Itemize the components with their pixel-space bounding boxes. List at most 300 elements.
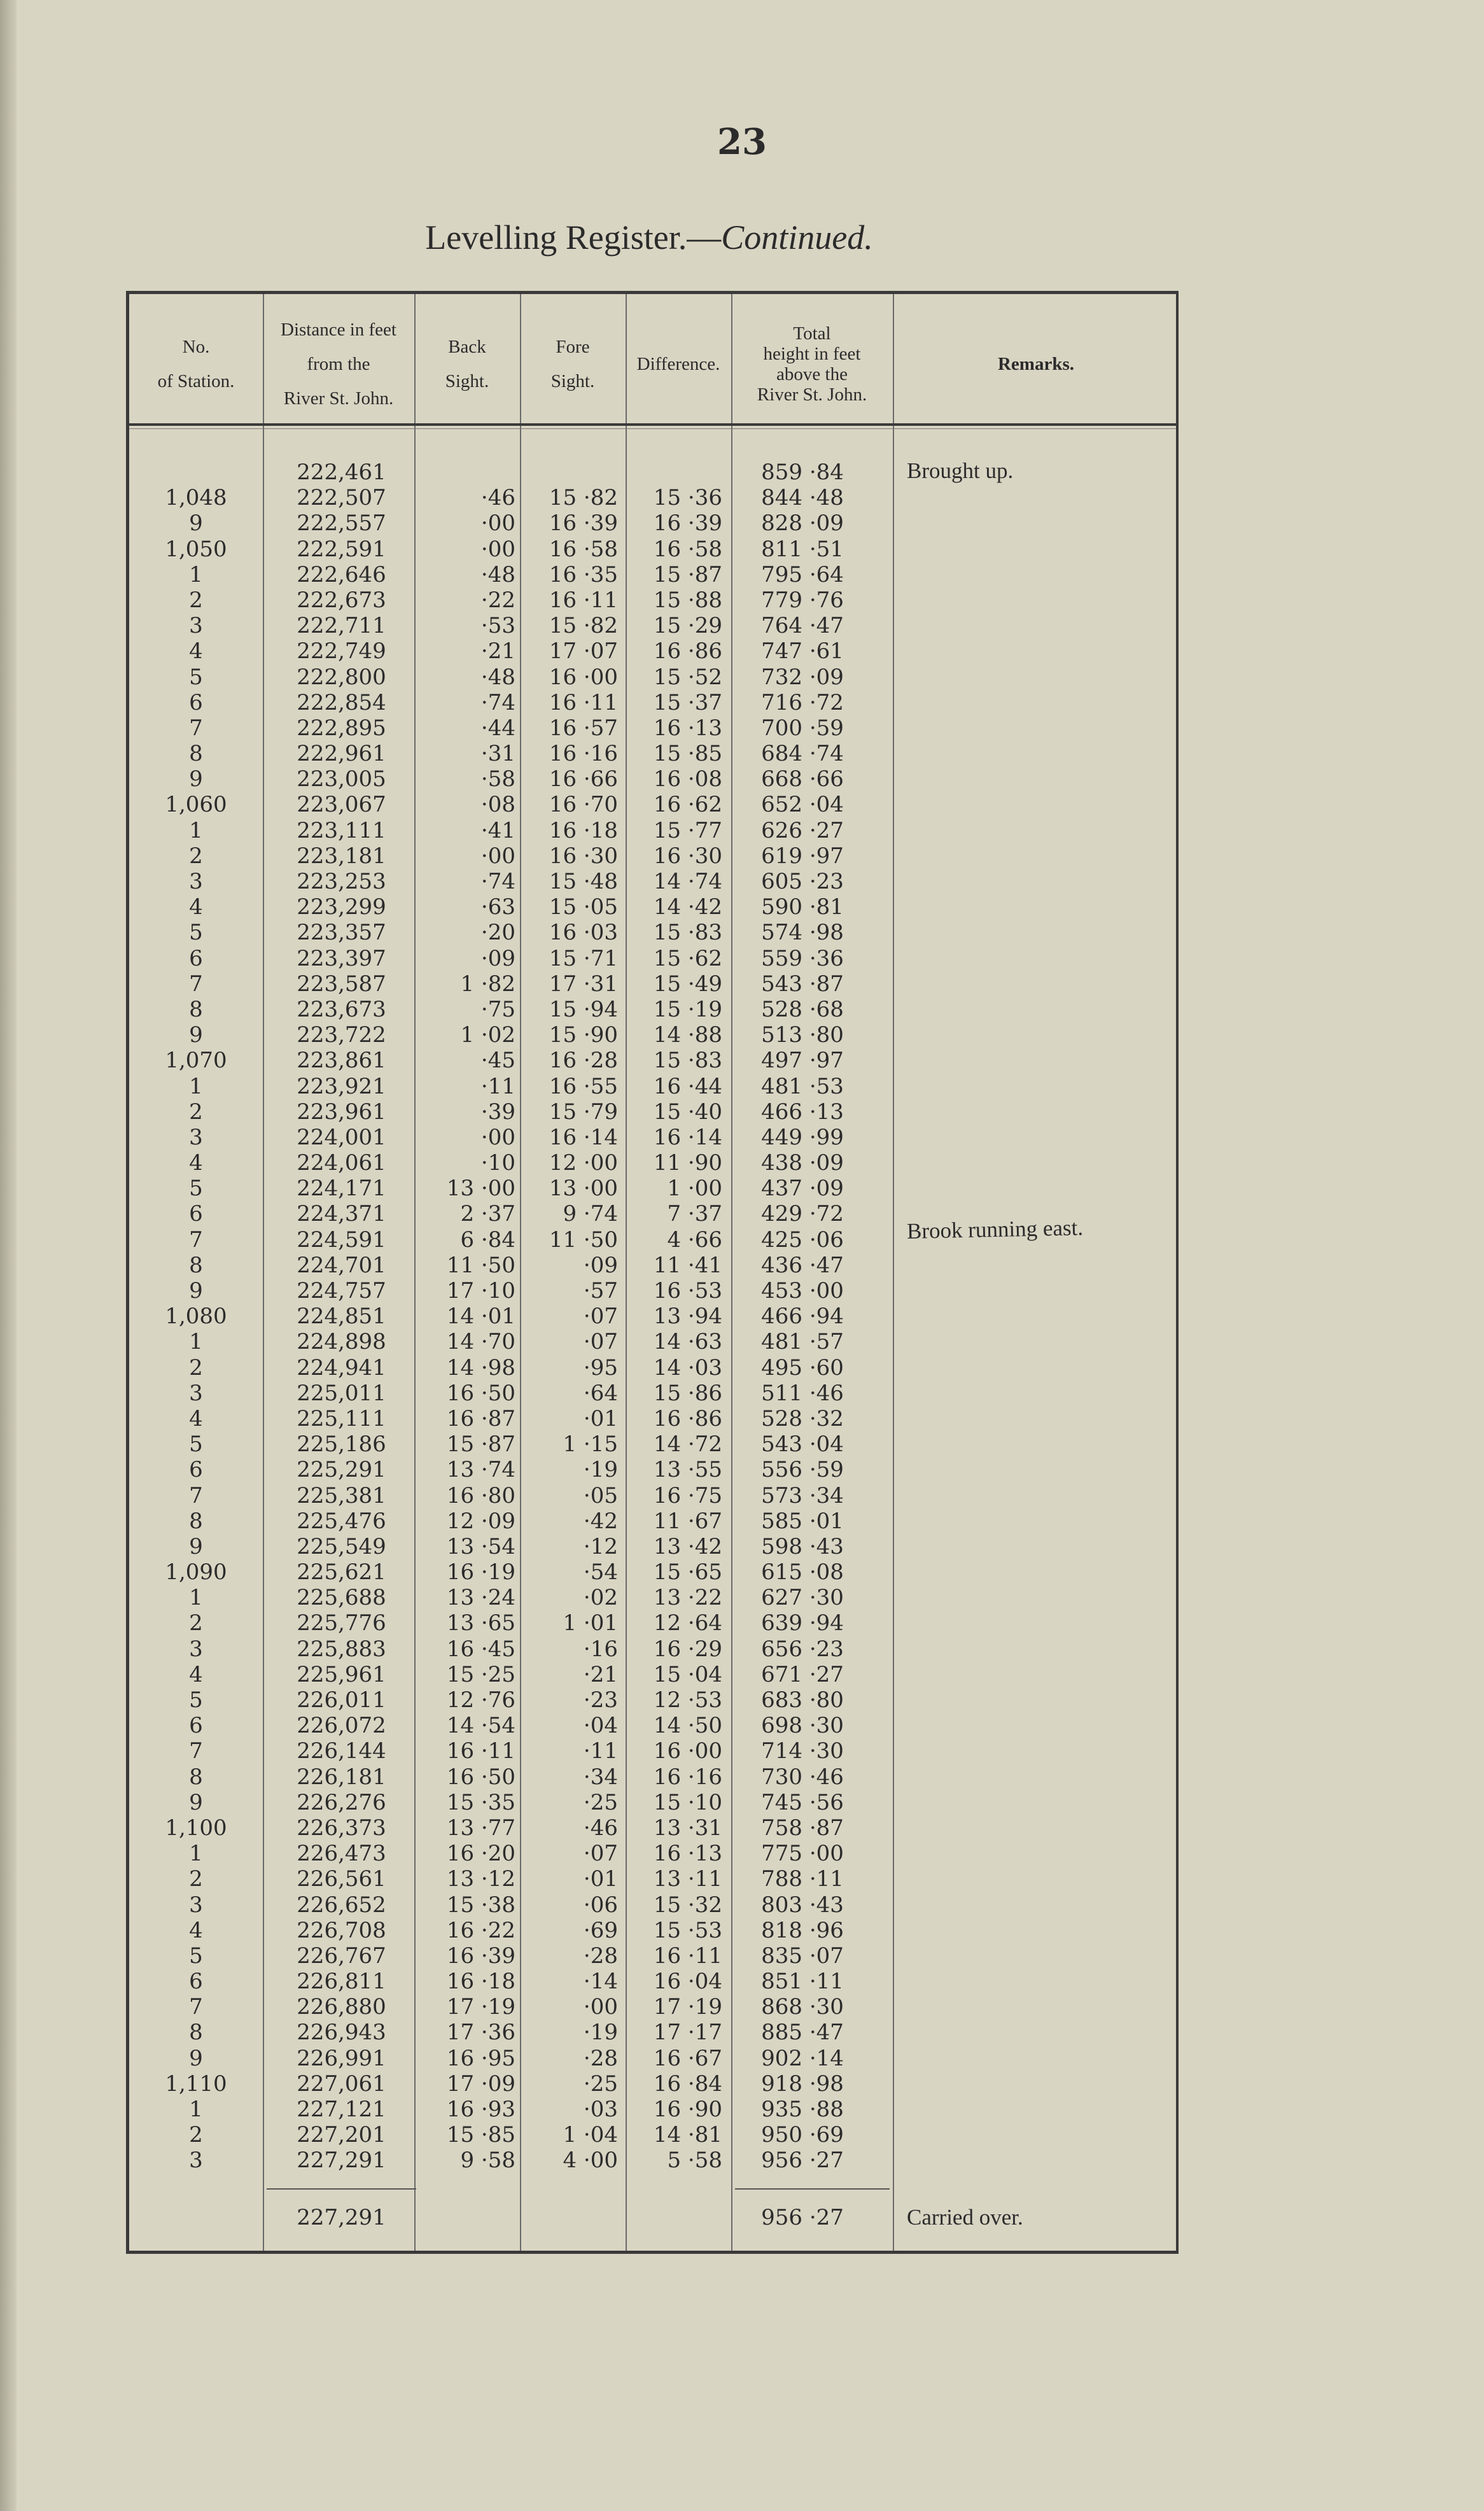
distance-feet: 223,067 [297,792,386,818]
fore-sight: 1 ·15 [563,1431,618,1458]
table-row [129,818,1176,843]
fore-sight: ·23 [583,1687,618,1713]
table-row [129,1278,1176,1304]
header-back-sight: Back Sight. [445,337,489,391]
station-number: 2 [189,843,203,869]
distance-feet: 222,711 [297,613,386,639]
table-row [129,1943,1176,1969]
fore-sight: 16 ·57 [549,715,618,741]
total-height: 438 ·09 [761,1150,844,1176]
header-total-height: Total height in feet above the River St. John. [757,323,867,405]
back-sight: ·46 [480,485,515,511]
distance-feet: 225,549 [297,1533,386,1559]
difference: 14 ·03 [653,1354,722,1381]
total-height: 590 ·81 [761,894,844,920]
total-height: 935 ·88 [761,2097,844,2122]
table-row [129,1636,1176,1662]
difference: 16 ·44 [653,1073,722,1099]
page-number: 23 [717,121,767,163]
fore-sight: 16 ·03 [549,920,618,946]
total-height: 902 ·14 [761,2045,844,2071]
back-sight: 14 ·98 [446,1354,515,1381]
distance-feet: 223,181 [297,843,386,869]
table-row [129,1559,1176,1585]
table-row [129,1918,1176,1943]
table-row [129,1969,1176,1994]
difference: 15 ·87 [653,561,722,587]
fore-sight: 16 ·39 [549,510,618,537]
difference: 15 ·36 [653,485,722,511]
table-row [129,510,1176,536]
total-height: 466 ·94 [761,1304,844,1330]
back-sight: 13 ·24 [446,1585,515,1611]
difference: 15 ·86 [653,1380,722,1406]
distance-feet: 225,111 [297,1405,386,1431]
fore-sight: ·07 [583,1329,618,1355]
station-number: 1,048 [165,485,227,511]
total-height: 436 ·47 [761,1252,844,1278]
table-row [129,1687,1176,1713]
total-height: 700 ·59 [761,715,844,741]
difference: 12 ·64 [653,1610,722,1636]
total-height: 528 ·32 [761,1405,844,1431]
fore-sight: ·57 [583,1278,618,1304]
station-number: 3 [189,1380,203,1406]
table-row [129,1815,1176,1841]
total-height: 714 ·30 [761,1738,844,1764]
difference: 15 ·83 [653,920,722,946]
total-height: 511 ·46 [761,1380,844,1406]
distance-feet: 226,561 [297,1866,386,1892]
difference: 11 ·41 [653,1252,722,1278]
distance-feet: 223,253 [297,869,386,894]
table-row [129,638,1176,664]
distance-feet: 226,880 [297,1994,386,2020]
distance-feet: 224,001 [297,1124,386,1150]
header-rule [129,423,1176,426]
difference: 17 ·19 [653,1994,722,2020]
levelling-register-table [126,291,1179,2254]
distance-feet: 226,652 [297,1892,386,1918]
book-spine-shadow [0,0,17,2511]
back-sight: 15 ·87 [446,1431,515,1458]
fore-sight: ·16 [583,1636,618,1662]
remark-brook: Brook running east. [906,1215,1084,1244]
distance-feet: 223,357 [297,920,386,946]
total-height: 429 ·72 [761,1201,844,1227]
total-rule-distance [267,2188,416,2190]
difference: 15 ·62 [653,945,722,971]
difference: 17 ·17 [653,2020,722,2046]
back-sight: ·74 [480,869,515,894]
total-height: 453 ·00 [761,1278,844,1304]
station-number: 7 [189,1482,203,1509]
difference: 14 ·88 [653,1022,722,1048]
table-row [129,587,1176,613]
distance-feet: 225,621 [297,1559,386,1586]
station-number: 1 [189,2097,203,2122]
difference: 13 ·31 [653,1815,722,1841]
difference: 16 ·29 [653,1636,722,1662]
station-number: 7 [189,971,203,997]
station-number: 2 [189,587,203,613]
distance-feet: 222,854 [297,689,386,715]
total-height: 885 ·47 [761,2020,844,2046]
total-height: 573 ·34 [761,1482,844,1509]
difference: 16 ·67 [653,2045,722,2071]
back-sight: ·09 [480,945,515,971]
table-row [129,1738,1176,1764]
fore-sight: 16 ·30 [549,843,618,869]
table-row [129,869,1176,894]
difference: 15 ·85 [653,741,722,767]
remark-brought-up: Brought up. [907,458,1014,483]
table-row [129,1329,1176,1354]
table-row [129,1304,1176,1329]
total-height: 918 ·98 [761,2071,844,2097]
distance-feet: 224,591 [297,1227,386,1253]
total-height: 716 ·72 [761,689,844,715]
station-number: 6 [189,945,203,971]
station-number: 1 [189,1585,203,1611]
back-sight: ·44 [480,715,515,741]
back-sight: ·75 [480,996,515,1022]
fore-sight: 16 ·11 [549,689,618,715]
fore-sight: ·07 [583,1841,618,1867]
back-sight: 16 ·50 [446,1764,515,1790]
station-number: 3 [189,2148,203,2174]
fore-sight: ·34 [583,1764,618,1790]
total-height: 950 ·69 [761,2122,844,2148]
total-height: 698 ·30 [761,1713,844,1739]
fore-sight: ·64 [583,1380,618,1406]
difference: 15 ·29 [653,613,722,639]
difference: 15 ·65 [653,1559,722,1586]
total-height: 859 ·84 [761,460,844,485]
total-height: 868 ·30 [761,1994,844,2020]
station-number: 5 [189,1687,203,1713]
header-remarks: Remarks. [997,354,1074,374]
table-row [129,2148,1176,2173]
station-number: 8 [189,1764,203,1790]
table-row [129,1994,1176,2020]
distance-feet: 223,005 [297,766,386,792]
table-row [129,1406,1176,1431]
difference: 16 ·58 [653,536,722,562]
total-height: 425 ·06 [761,1227,844,1253]
table-row [129,1457,1176,1482]
fore-sight: ·25 [583,2071,618,2097]
table-row [129,1764,1176,1790]
fore-sight: 16 ·28 [549,1048,618,1074]
fore-sight: ·03 [583,2097,618,2122]
total-height: 449 ·99 [761,1124,844,1150]
back-sight: 16 ·95 [446,2045,515,2071]
distance-feet: 222,800 [297,664,386,690]
fore-sight: ·14 [583,1969,618,1995]
difference: 13 ·11 [653,1866,722,1892]
distance-feet: 225,011 [297,1380,386,1406]
back-sight: 16 ·93 [446,2097,515,2122]
station-number: 5 [189,664,203,690]
total-height: 437 ·09 [761,1176,844,1202]
fore-sight: 17 ·07 [549,638,618,665]
back-sight: 1 ·82 [460,971,515,997]
fore-sight: ·25 [583,1789,618,1815]
total-height: 671 ·27 [761,1661,844,1687]
back-sight: 16 ·87 [446,1405,515,1431]
difference: 16 ·53 [653,1278,722,1304]
title-continued: Continued. [721,218,873,257]
fore-sight: ·06 [583,1892,618,1918]
distance-feet: 223,722 [297,1022,386,1048]
distance-feet: 226,943 [297,2020,386,2046]
back-sight: ·11 [480,1073,515,1099]
distance-feet: 224,851 [297,1304,386,1330]
station-number: 2 [189,1866,203,1892]
back-sight: 13 ·77 [446,1815,515,1841]
difference: 13 ·94 [653,1304,722,1330]
distance-feet: 225,381 [297,1482,386,1509]
station-number: 9 [189,1022,203,1048]
distance-feet: 226,708 [297,1917,386,1943]
table-row [129,1022,1176,1048]
total-rule-height [735,2188,890,2190]
back-sight: 16 ·19 [446,1559,515,1586]
difference: 13 ·55 [653,1457,722,1483]
total-height: 481 ·57 [761,1329,844,1355]
distance-feet: 222,591 [297,536,386,562]
fore-sight: ·19 [583,2020,618,2046]
back-sight: ·20 [480,920,515,946]
back-sight: 12 ·76 [446,1687,515,1713]
total-height: 598 ·43 [761,1533,844,1559]
station-number: 2 [189,1610,203,1636]
difference: 16 ·13 [653,715,722,741]
distance-feet: 222,895 [297,715,386,741]
back-sight: ·00 [480,510,515,537]
back-sight: 13 ·54 [446,1533,515,1559]
back-sight: 13 ·00 [446,1176,515,1202]
station-number: 1 [189,1841,203,1867]
table-row [129,1841,1176,1866]
total-height: 605 ·23 [761,869,844,894]
back-sight: 13 ·65 [446,1610,515,1636]
back-sight: 9 ·58 [460,2148,515,2174]
fore-sight: 16 ·70 [549,792,618,818]
station-number: 5 [189,1431,203,1458]
table-row [129,2097,1176,2122]
table-row [129,1355,1176,1381]
fore-sight: 17 ·31 [549,971,618,997]
difference: 16 ·13 [653,1841,722,1867]
station-number: 9 [189,766,203,792]
station-number: 6 [189,1713,203,1739]
back-sight: 15 ·85 [446,2122,515,2148]
fore-sight: 4 ·00 [563,2148,618,2174]
table-row [129,1662,1176,1687]
difference: 15 ·04 [653,1661,722,1687]
difference: 16 ·16 [653,1764,722,1790]
distance-feet: 223,397 [297,945,386,971]
distance-feet: 225,688 [297,1585,386,1611]
table-row [129,1176,1176,1201]
table-row [129,1253,1176,1278]
distance-feet: 227,201 [297,2122,386,2148]
total-height: 656 ·23 [761,1636,844,1662]
page-title [0,218,1298,257]
station-number: 5 [189,920,203,946]
fore-sight: 15 ·48 [549,869,618,894]
table-body [129,460,1176,2174]
total-height: 779 ·76 [761,587,844,613]
back-sight: 1 ·02 [460,1022,515,1048]
difference: 7 ·37 [667,1201,722,1227]
table-row [129,715,1176,741]
distance-feet: 225,186 [297,1431,386,1458]
total-height: 495 ·60 [761,1354,844,1381]
total-height: 758 ·87 [761,1815,844,1841]
back-sight: ·74 [480,689,515,715]
difference: 16 ·30 [653,843,722,869]
distance-feet: 226,473 [297,1841,386,1867]
difference: 11 ·67 [653,1508,722,1534]
back-sight: ·00 [480,1124,515,1150]
total-height: 775 ·00 [761,1841,844,1867]
table-row [129,971,1176,997]
difference: 16 ·84 [653,2071,722,2097]
distance-feet: 225,776 [297,1610,386,1636]
fore-sight: 15 ·90 [549,1022,618,1048]
back-sight: 12 ·09 [446,1508,515,1534]
fore-sight: ·42 [583,1508,618,1534]
fore-sight: 15 ·82 [549,485,618,511]
difference: 15 ·32 [653,1892,722,1918]
distance-feet: 223,587 [297,971,386,997]
fore-sight: 16 ·18 [549,817,618,843]
fore-sight: ·28 [583,2045,618,2071]
table-row [129,562,1176,587]
header-distance: Distance in feet from the River St. John. [281,320,396,409]
back-sight: 16 ·20 [446,1841,515,1867]
difference: 14 ·42 [653,894,722,920]
back-sight: ·41 [480,817,515,843]
total-height: 627 ·30 [761,1585,844,1611]
distance-feet: 222,461 [297,460,386,485]
fore-sight: 16 ·35 [549,561,618,587]
station-number: 4 [189,894,203,920]
distance-feet: 225,476 [297,1508,386,1534]
back-sight: ·21 [480,638,515,665]
table-row [129,1125,1176,1150]
difference: 15 ·53 [653,1917,722,1943]
table-row [129,920,1176,945]
back-sight: ·63 [480,894,515,920]
fore-sight: ·05 [583,1482,618,1509]
fore-sight: ·19 [583,1457,618,1483]
header-difference: Difference. [636,354,720,374]
distance-feet: 222,557 [297,510,386,537]
fore-sight: ·12 [583,1533,618,1559]
distance-feet: 224,701 [297,1252,386,1278]
back-sight: 15 ·25 [446,1661,515,1687]
difference: 11 ·90 [653,1150,722,1176]
station-number: 2 [189,2122,203,2148]
fore-sight: 16 ·00 [549,664,618,690]
total-height: 835 ·07 [761,1943,844,1969]
table-row [129,2046,1176,2071]
total-height: 559 ·36 [761,945,844,971]
remark-carried-over: Carried over. [907,2205,1023,2230]
total-height: 828 ·09 [761,510,844,537]
station-number: 4 [189,1150,203,1176]
total-height: 466 ·13 [761,1099,844,1125]
table-row [129,1431,1176,1457]
fore-sight: 15 ·05 [549,894,618,920]
table-row [129,1790,1176,1815]
fore-sight: 16 ·58 [549,536,618,562]
station-number: 1 [189,561,203,587]
back-sight: 11 ·50 [446,1252,515,1278]
total-height: 615 ·08 [761,1559,844,1586]
fore-sight: ·01 [583,1866,618,1892]
back-sight: ·31 [480,741,515,767]
difference: 15 ·83 [653,1048,722,1074]
header-rule-thin [129,428,1176,429]
table-row [129,485,1176,510]
difference: 15 ·37 [653,689,722,715]
total-height: 668 ·66 [761,766,844,792]
distance-feet: 223,111 [297,817,386,843]
difference: 13 ·22 [653,1585,722,1611]
station-number: 7 [189,1227,203,1253]
title-main: Levelling Register.— [425,218,722,257]
station-number: 8 [189,1252,203,1278]
distance-feet: 225,291 [297,1457,386,1483]
station-number: 6 [189,1201,203,1227]
back-sight: 16 ·80 [446,1482,515,1509]
station-number: 1 [189,1073,203,1099]
fore-sight: ·11 [583,1738,618,1764]
back-sight: 17 ·10 [446,1278,515,1304]
table-row [129,1585,1176,1610]
distance-feet: 223,299 [297,894,386,920]
distance-feet: 224,371 [297,1201,386,1227]
back-sight: 16 ·39 [446,1943,515,1969]
total-height: 788 ·11 [761,1866,844,1892]
back-sight: 16 ·22 [446,1917,515,1943]
total-height: 956 ·27 [761,2205,844,2230]
back-sight: 17 ·19 [446,1994,515,2020]
station-number: 6 [189,689,203,715]
total-height: 543 ·04 [761,1431,844,1458]
back-sight: 14 ·70 [446,1329,515,1355]
back-sight: 13 ·12 [446,1866,515,1892]
back-sight: ·00 [480,843,515,869]
station-number: 3 [189,1124,203,1150]
station-number: 1 [189,817,203,843]
difference: 16 ·75 [653,1482,722,1509]
total-height: 747 ·61 [761,638,844,665]
station-number: 1,060 [165,792,227,818]
back-sight: 2 ·37 [460,1201,515,1227]
fore-sight: ·07 [583,1304,618,1330]
table-row [129,792,1176,817]
total-height: 481 ·53 [761,1073,844,1099]
fore-sight: ·02 [583,1585,618,1611]
total-height: 513 ·80 [761,1022,844,1048]
table-row [129,1150,1176,1176]
